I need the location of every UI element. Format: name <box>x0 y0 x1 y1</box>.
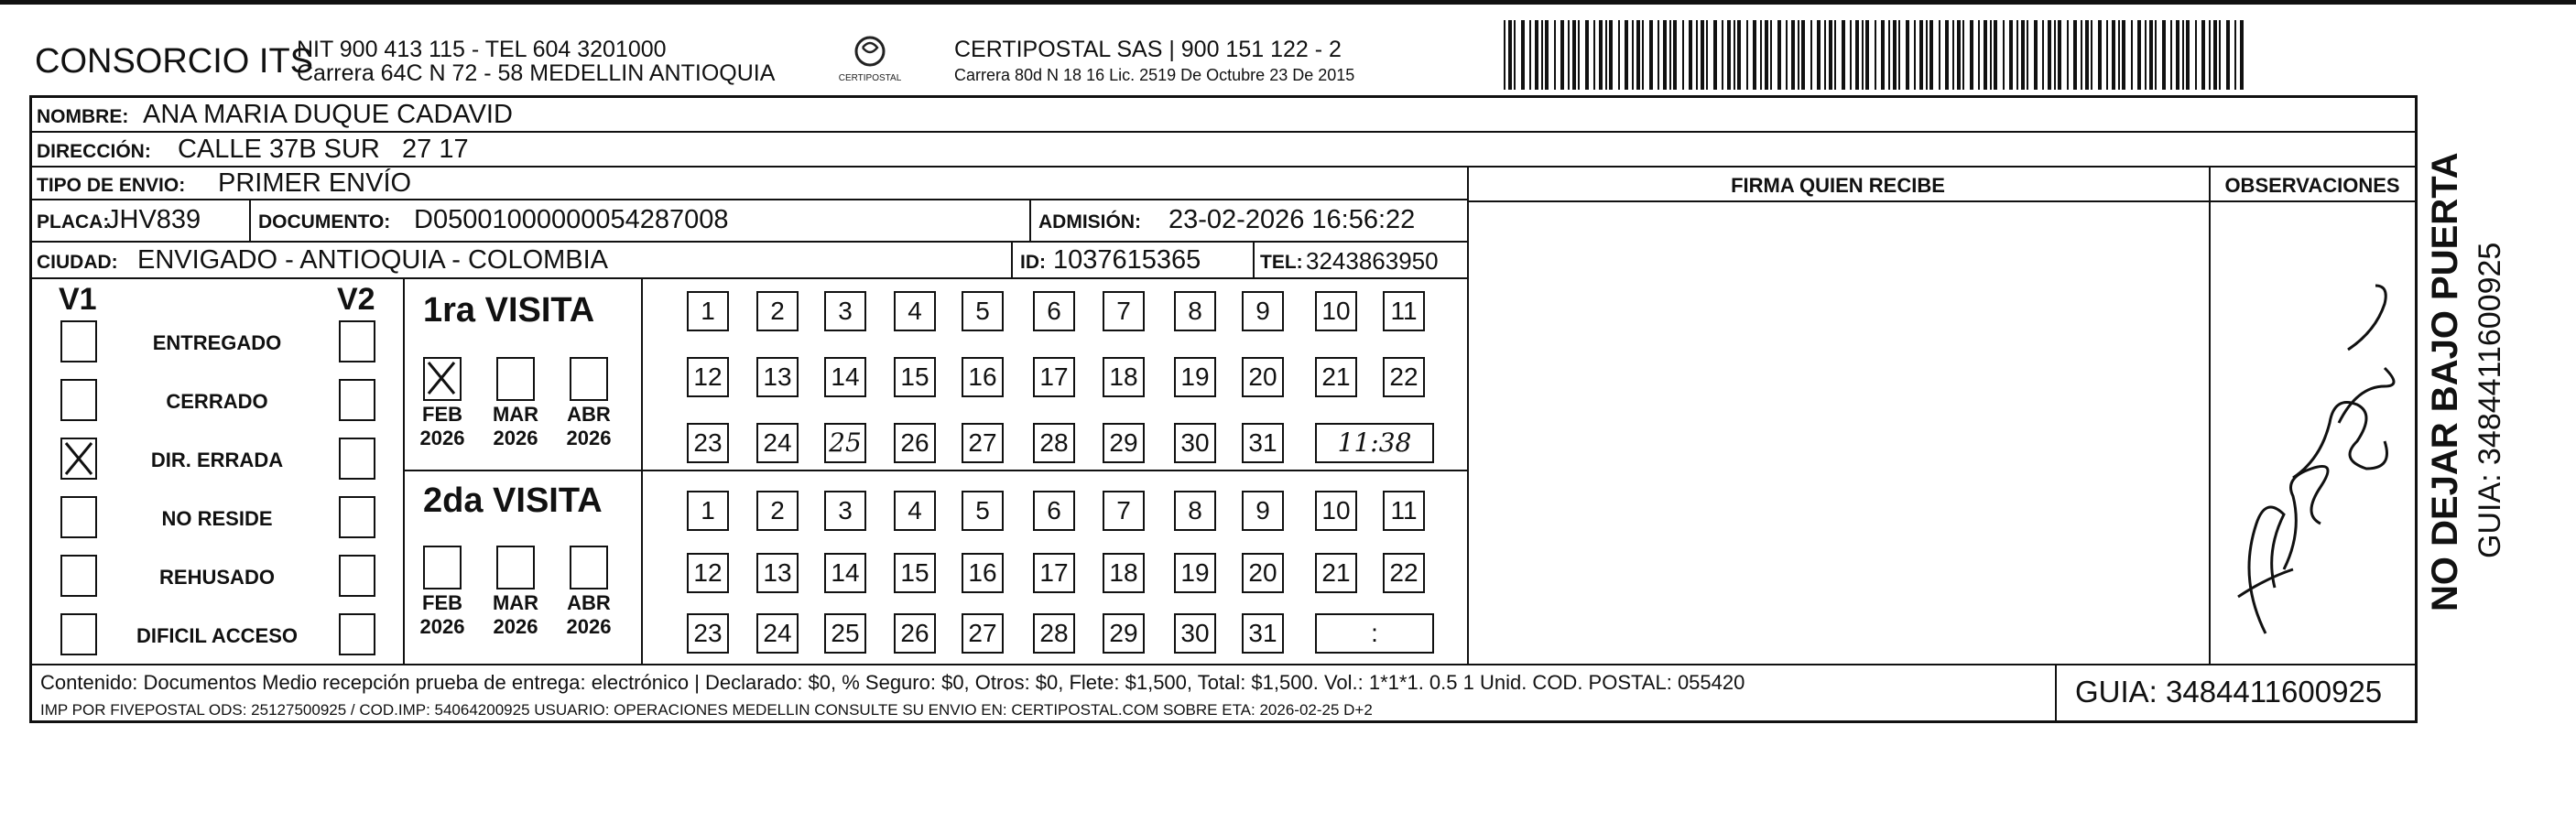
second-visit-title: 2da VISITA <box>423 481 603 520</box>
month-label: FEB 2026 <box>419 591 465 638</box>
v2-header: V2 <box>337 282 375 317</box>
day-box[interactable]: 3 <box>824 291 866 331</box>
direccion-value: CALLE 37B SUR 27 17 <box>178 135 469 164</box>
month-checkbox[interactable] <box>570 546 608 589</box>
company-address: Carrera 64C N 72 - 58 MEDELLIN ANTIOQUIA <box>297 60 776 86</box>
nombre-label: NOMBRE: <box>37 106 129 127</box>
placa-divider <box>249 200 251 241</box>
day-box[interactable]: 28 <box>1033 423 1075 463</box>
side-guia: GUIA: 3484411600925 <box>2473 242 2507 558</box>
day-box[interactable]: 25 <box>824 423 866 463</box>
day-box[interactable]: 23 <box>687 423 729 463</box>
day-box[interactable]: 16 <box>962 357 1004 397</box>
barcode <box>1504 20 2245 90</box>
admision-divider <box>1029 200 1031 241</box>
day-box[interactable]: 16 <box>962 553 1004 593</box>
admision-label: ADMISIÓN: <box>1038 211 1141 233</box>
day-box[interactable]: 20 <box>1242 357 1284 397</box>
direccion-row <box>29 133 2418 168</box>
documento-label: DOCUMENTO: <box>258 211 391 233</box>
tel-label: TEL: <box>1260 252 1303 273</box>
month-label: FEB 2026 <box>419 403 465 449</box>
month-checkbox[interactable] <box>423 357 462 401</box>
placa-label: PLACA: <box>37 211 110 233</box>
day-box[interactable]: 2 <box>756 491 799 531</box>
second-visit-time[interactable]: : <box>1315 613 1434 654</box>
day-box[interactable]: 25 <box>824 613 866 654</box>
day-box[interactable]: 10 <box>1315 291 1357 331</box>
day-box[interactable]: 6 <box>1033 491 1075 531</box>
id-value: 1037615365 <box>1053 245 1201 275</box>
day-box[interactable]: 27 <box>962 423 1004 463</box>
day-box[interactable]: 29 <box>1103 613 1145 654</box>
nombre-value: ANA MARIA DUQUE CADAVID <box>143 100 513 129</box>
no-dejar-bajo-puerta: NO DEJAR BAJO PUERTA <box>2425 152 2465 611</box>
day-box[interactable]: 19 <box>1174 357 1216 397</box>
months-divider <box>641 279 643 664</box>
day-box[interactable]: 31 <box>1242 613 1284 654</box>
ciudad-value: ENVIGADO - ANTIOQUIA - COLOMBIA <box>137 245 609 275</box>
month-checkbox[interactable] <box>570 357 608 401</box>
day-box[interactable]: 21 <box>1315 553 1357 593</box>
day-box[interactable]: 26 <box>894 613 936 654</box>
v2-checkbox[interactable] <box>339 496 375 538</box>
footer-imp: IMP POR FIVEPOSTAL ODS: 25127500925 / COD.IMP: 54064200925 USUARIO: OPERACIONES MEDELLIN CONSULTE SU ENVIO EN: CERTIPOSTAL.COM SOBRE ETA: 2026-02-25 D+2 <box>40 701 1373 719</box>
top-border <box>0 0 2576 5</box>
v1-checkbox[interactable] <box>60 496 97 538</box>
month-label: ABR 2026 <box>566 591 612 638</box>
day-box[interactable]: 13 <box>756 553 799 593</box>
tipo-row <box>29 168 1469 200</box>
handwritten-signature <box>2211 203 2416 661</box>
visit-divider <box>405 470 1467 471</box>
day-box[interactable]: 20 <box>1242 553 1284 593</box>
v2-checkbox[interactable] <box>339 320 375 362</box>
day-box[interactable]: 12 <box>687 553 729 593</box>
firma-header: FIRMA QUIEN RECIBE <box>1731 174 1945 197</box>
day-box[interactable]: 24 <box>756 613 799 654</box>
month-label: MAR 2026 <box>492 591 539 638</box>
footer-guia-divider <box>2055 664 2057 720</box>
day-box[interactable]: 23 <box>687 613 729 654</box>
status-label: DIFICIL ACCESO <box>136 624 298 647</box>
placa-row <box>29 200 1469 243</box>
day-box[interactable]: 30 <box>1174 423 1216 463</box>
v1-header: V1 <box>59 282 97 317</box>
day-box[interactable]: 15 <box>894 553 936 593</box>
documento-value: D05001000000054287008 <box>414 205 729 234</box>
footer-contents: Contenido: Documentos Medio recepción prueba de entrega: electrónico | Declarado: $0, % Seguro: $0, Otros: $0, Flete: $1,500, Total: $1,500. Vol.: 1*1*1. 0.5 1 Unid. COD. POSTAL: 055420 <box>40 671 1745 694</box>
day-box[interactable]: 22 <box>1383 357 1425 397</box>
id-divider <box>1011 243 1013 277</box>
day-box[interactable]: 14 <box>824 553 866 593</box>
day-box[interactable]: 18 <box>1103 357 1145 397</box>
day-box[interactable]: 13 <box>756 357 799 397</box>
day-box[interactable]: 7 <box>1103 291 1145 331</box>
day-box[interactable]: 9 <box>1242 491 1284 531</box>
month-checkbox[interactable] <box>496 357 535 401</box>
day-box[interactable]: 9 <box>1242 291 1284 331</box>
month-checkbox[interactable] <box>423 546 462 589</box>
admision-value: 23-02-2026 16:56:22 <box>1168 205 1416 234</box>
v1-checkbox[interactable] <box>60 320 97 362</box>
v1-checkbox[interactable] <box>60 555 97 597</box>
day-box[interactable]: 6 <box>1033 291 1075 331</box>
day-box[interactable]: 24 <box>756 423 799 463</box>
day-box[interactable]: 5 <box>962 291 1004 331</box>
day-box[interactable]: 8 <box>1174 291 1216 331</box>
first-visit-title: 1ra VISITA <box>423 291 595 330</box>
status-label: CERRADO <box>166 390 268 413</box>
footer-guia: GUIA: 3484411600925 <box>2075 675 2383 708</box>
day-box[interactable]: 15 <box>894 357 936 397</box>
carrier-address: Carrera 80d N 18 16 Lic. 2519 De Octubre 23 De 2015 <box>954 66 1355 84</box>
day-box[interactable]: 18 <box>1103 553 1145 593</box>
observaciones-header: OBSERVACIONES <box>2224 174 2400 197</box>
day-box[interactable]: 7 <box>1103 491 1145 531</box>
ciudad-row <box>29 243 1469 279</box>
day-box[interactable]: 8 <box>1174 491 1216 531</box>
day-box[interactable]: 22 <box>1383 553 1425 593</box>
day-box[interactable]: 5 <box>962 491 1004 531</box>
day-box[interactable]: 27 <box>962 613 1004 654</box>
footer-line <box>29 664 2416 665</box>
day-box[interactable]: 14 <box>824 357 866 397</box>
month-label: ABR 2026 <box>566 403 612 449</box>
day-box[interactable]: 31 <box>1242 423 1284 463</box>
company-name: CONSORCIO ITS <box>35 42 314 81</box>
day-box[interactable]: 11 <box>1383 291 1425 331</box>
v2-checkbox[interactable] <box>339 555 375 597</box>
day-box[interactable]: 26 <box>894 423 936 463</box>
ciudad-label: CIUDAD: <box>37 252 118 273</box>
day-box[interactable]: 21 <box>1315 357 1357 397</box>
right-header-line <box>1467 200 2416 202</box>
v1-checkbox[interactable] <box>60 438 97 480</box>
v1-checkbox[interactable] <box>60 613 97 655</box>
day-box[interactable]: 4 <box>894 491 936 531</box>
day-box[interactable]: 28 <box>1033 613 1075 654</box>
nombre-row <box>29 98 2418 133</box>
month-label: MAR 2026 <box>492 403 539 449</box>
v1-checkbox[interactable] <box>60 379 97 421</box>
v2-checkbox[interactable] <box>339 438 375 480</box>
company-nit: NIT 900 413 115 - TEL 604 3201000 <box>297 37 667 62</box>
day-box[interactable]: 3 <box>824 491 866 531</box>
v2-checkbox[interactable] <box>339 613 375 655</box>
day-box[interactable]: 1 <box>687 491 729 531</box>
tipo-label: TIPO DE ENVIO: <box>37 175 186 196</box>
status-divider <box>403 279 405 664</box>
status-label: ENTREGADO <box>152 331 282 354</box>
day-box[interactable]: 17 <box>1033 357 1075 397</box>
day-box[interactable]: 1 <box>687 291 729 331</box>
tipo-value: PRIMER ENVÍO <box>218 168 412 198</box>
carrier-name: CERTIPOSTAL SAS | 900 151 122 - 2 <box>954 37 1342 62</box>
day-box[interactable]: 4 <box>894 291 936 331</box>
day-box[interactable]: 17 <box>1033 553 1075 593</box>
day-box[interactable]: 2 <box>756 291 799 331</box>
placa-value: JHV839 <box>106 205 201 234</box>
month-checkbox[interactable] <box>496 546 535 589</box>
tel-divider <box>1253 243 1255 277</box>
logo-text: CERTIPOSTAL <box>838 73 902 83</box>
direccion-label: DIRECCIÓN: <box>37 141 151 162</box>
first-visit-time[interactable]: 11:38 <box>1315 423 1434 463</box>
day-box[interactable]: 29 <box>1103 423 1145 463</box>
day-box[interactable]: 10 <box>1315 491 1357 531</box>
status-label: NO RESIDE <box>161 507 273 530</box>
day-box[interactable]: 11 <box>1383 491 1425 531</box>
status-label: DIR. ERRADA <box>150 449 284 471</box>
certipostal-logo <box>837 33 903 92</box>
id-label: ID: <box>1020 252 1046 273</box>
day-box[interactable]: 30 <box>1174 613 1216 654</box>
status-label: REHUSADO <box>159 566 275 589</box>
day-box[interactable]: 12 <box>687 357 729 397</box>
firma-left-divider <box>1467 168 1469 664</box>
tel-value: 3243863950 <box>1306 247 1439 275</box>
v2-checkbox[interactable] <box>339 379 375 421</box>
day-box[interactable]: 19 <box>1174 553 1216 593</box>
